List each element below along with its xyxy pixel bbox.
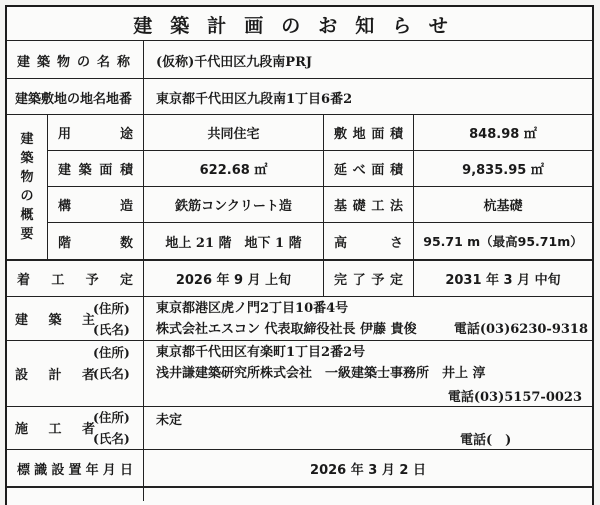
site-address-label: 建築敷地の地名地番 [15,91,133,107]
label-char: 積 [389,127,403,142]
owner-label [15,297,95,340]
label-char: 標 [17,462,31,478]
label-char: 置 [68,462,82,478]
label-char: 者 [81,422,95,437]
overview-char: 築 [20,151,34,166]
owner-name-line [156,319,588,340]
floors-value: 地上 21 階 地下 1 階 [165,235,302,251]
label-char: 建 [58,163,72,178]
label-char: 面 [371,127,385,142]
contractor-label [15,407,95,448]
label-char: 工 [48,422,62,437]
floors-label [48,223,143,259]
overview-char: 建 [20,132,34,147]
label-char: 識 [34,462,48,478]
label-char: 築 [78,163,92,178]
label-char: 法 [389,199,403,214]
label-char: 築 [48,313,62,328]
owner-phone: 電話(03)6230-9318 [453,321,588,337]
label-char: 基 [334,199,348,214]
owner-tags [93,297,141,340]
label-char: 延 [334,163,348,178]
label-char: 施 [15,422,29,437]
label-char: 計 [48,368,62,383]
label-char: 設 [15,368,29,383]
label-char: 定 [119,272,133,288]
overview-char: 要 [20,227,34,242]
sign-date-label [7,450,143,486]
designer-label [15,341,95,406]
structure-value: 鉄筋コンクリート造 [175,199,292,214]
label-char: 予 [85,272,99,288]
label-char: 面 [99,163,113,178]
overview-char: 概 [20,208,34,223]
site-address-value: 東京都千代田区九段南1丁目6番2 [156,91,353,107]
overview-char: の [20,189,34,204]
sign-date-value: 2026 年 3 月 2 日 [310,462,426,478]
address-tag: (住所) [93,300,130,316]
building-name-value: (仮称)千代田区九段南PRJ [156,54,313,70]
contractor-tags [93,407,141,448]
construction-notice-board [5,5,594,505]
address-tag: (住所) [93,345,130,360]
building-name-label [7,42,143,78]
label-char: 月 [102,462,116,478]
name-tag: (氏名) [93,366,130,381]
label-char: 数 [119,235,133,251]
owner-name: 株式会社エスコン 代表取締役社長 伊藤 貴俊 [156,321,417,337]
overview-char: 物 [20,170,34,185]
label-char: 了 [352,272,366,288]
building-area-label [48,151,143,186]
site-area-label [324,115,413,150]
label-char: 設 [51,462,65,478]
foundation-method-value: 杭基礎 [483,199,523,214]
label-char: 階 [58,235,72,251]
label-char: 構 [58,199,72,214]
label-char: 完 [334,272,348,288]
label-char: 着 [17,272,31,288]
label-char: 面 [371,163,385,178]
contractor-phone: 電話( ) [460,432,512,448]
owner-address: 東京都港区虎ノ門2丁目10番4号 [156,300,349,316]
label-char: 工 [51,272,65,288]
building-name-label-text: 建築物の名称 [17,54,138,70]
label-char: 積 [119,163,133,178]
label-char: 地 [352,127,366,142]
label-char: 年 [85,462,99,478]
height-label [324,223,413,259]
name-tag: (氏名) [93,321,130,337]
start-date-value: 2026 年 9 月 上旬 [175,272,292,288]
height-value: 95.71 m（最高95.71m） [423,234,583,249]
contractor-value: 未定 [156,412,183,428]
label-char: 敷 [334,127,348,142]
label-char: 造 [119,199,133,214]
start-date-label [7,260,143,296]
foundation-method-label [324,187,413,222]
label-char: 積 [389,163,403,178]
address-tag: (住所) [93,409,130,425]
owner-details [144,297,592,340]
label-char: べ [352,163,366,178]
label-char: 用 [58,127,72,142]
building-area-value: 622.68 ㎡ [199,163,268,178]
usage-label [48,115,143,150]
label-char: 予 [371,272,385,288]
label-char: 高 [334,235,348,251]
name-tag: (氏名) [93,430,130,446]
designer-tags [93,341,141,385]
designer-phone: 電話(03)5157-0023 [447,389,582,405]
label-char: 途 [119,127,133,142]
total-floor-area-value: 9,835.95 ㎡ [462,163,544,178]
usage-value: 共同住宅 [207,127,260,142]
overview-group-label [7,115,47,259]
completion-date-label [324,260,413,296]
label-char: 工 [371,199,385,214]
total-floor-area-label [324,151,413,186]
designer-details [144,341,592,385]
structure-label [48,187,143,222]
label-char: 礎 [352,199,366,214]
completion-date-value: 2031 年 3 月 中旬 [445,272,561,288]
designer-name: 浅井謙建築研究所株式会社 一級建築士事務所 井上 淳 [156,366,486,381]
site-area-value: 848.98 ㎡ [469,127,537,142]
label-char: 者 [81,368,95,383]
notice-title: 建築計画のお知らせ [133,14,466,37]
label-char: 主 [81,313,95,328]
label-char: 日 [119,462,133,478]
label-char: 建 [15,313,29,328]
designer-address: 東京都千代田区有楽町1丁目2番2号 [156,345,366,360]
label-char: さ [389,235,403,251]
label-char: 定 [389,272,403,288]
